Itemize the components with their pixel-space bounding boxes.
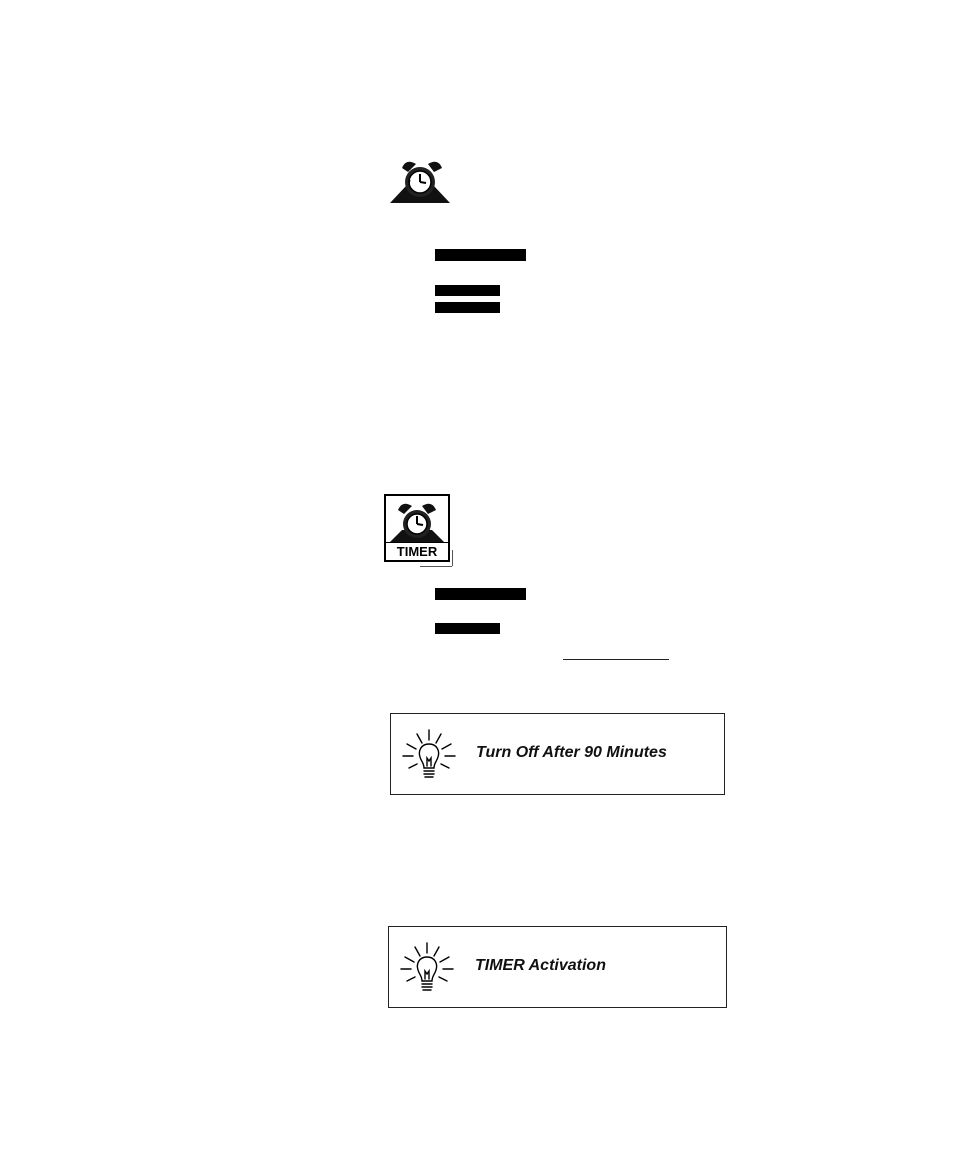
timer-icon-label: TIMER	[386, 542, 448, 560]
lightbulb-icon	[399, 941, 455, 997]
tip-text: TIMER Activation	[475, 957, 606, 974]
alarm-clock-icon	[388, 156, 452, 204]
tip-box	[390, 713, 725, 795]
timer-button-icon	[384, 494, 450, 562]
redacted-bar	[435, 302, 500, 313]
icon-shadow-line	[452, 550, 453, 566]
redacted-bar	[435, 588, 526, 600]
redacted-bar	[435, 249, 526, 261]
tip-box	[388, 926, 727, 1008]
underline-rule	[563, 659, 669, 660]
icon-shadow-line	[420, 566, 452, 567]
redacted-bar	[435, 623, 500, 634]
tip-text: Turn Off After 90 Minutes	[476, 744, 667, 761]
redacted-bar	[435, 285, 500, 296]
lightbulb-icon	[401, 728, 457, 784]
